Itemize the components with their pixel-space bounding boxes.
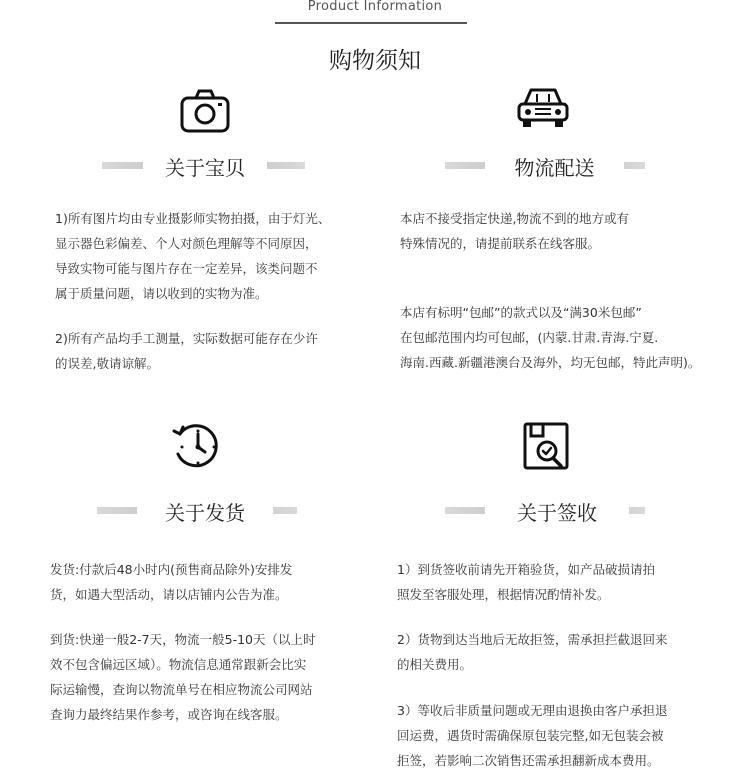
receipt-paragraph-3: 3）等收后非质量问题或无理由退换由客户承担退 回运费，遇货时需确保原包装完整,如无包装会被 拒签，若影响二次销售还需承担翻新成本费用。 <box>397 703 668 768</box>
product-paragraph-2: 2)所有产品均手工测量，实际数据可能存在少许 的误差,敬请谅解。 <box>55 331 318 371</box>
receipt-paragraph-1: 1）到货签收前请先开箱验货，如产品破损请拍 照发至客服处理，根据情况酌情补发。 <box>397 562 655 602</box>
shipping-paragraph-1: 发货:付款后48小时内(预售商品除外)安排发 货，如遇大型活动，请以店铺内公告为准。 <box>50 562 293 602</box>
logistics-paragraph-1: 本店不接受指定快递,物流不到的地方或有 特殊情况的，请提前联系在线客服。 <box>400 211 629 251</box>
section-title-logistics: 物流配送 <box>485 152 624 181</box>
logistics-paragraph-2: 本店有标明“包邮”的款式以及“满30米包邮” 在包邮范围内均可包邮，(内蒙.甘肃.青海.宁夏. 海南.西藏.新疆港澳台及海外，均无包邮，特此声明)。 <box>400 305 701 370</box>
car-icon <box>515 80 571 136</box>
clock-icon <box>168 418 224 474</box>
section-title-product: 关于宝贝 <box>143 152 267 181</box>
section-title-shipping: 关于发货 <box>137 497 273 526</box>
header-label: Product Information <box>307 0 443 14</box>
product-paragraph-1: 1)所有图片均由专业摄影师实物拍摄，由于灯光、 显示器色彩偏差、个人对颜色理解等不同原因， 导致实物可能与图片存在一定差异，该类问题不 属于质量问题，请以收到的实物为准。 <box>55 211 331 301</box>
camera-icon <box>177 84 233 140</box>
section-title-receipt: 关于签收 <box>485 497 629 526</box>
header-rule <box>275 22 467 24</box>
page-title: 购物须知 <box>329 48 421 74</box>
package-check-icon <box>518 418 574 474</box>
shipping-paragraph-2: 到货:快递一般2-7天，物流一般5-10天（以上时 效不包含偏远区域）。物流信息通常跟新会比实 际运输慢，查询以物流单号在相应物流公司网站 查询力最终结果作参考，或咨询在线客服。 <box>50 632 316 722</box>
receipt-paragraph-2: 2）货物到达当地后无故拒签，需承担拦截退回来 的相关费用。 <box>397 632 668 672</box>
